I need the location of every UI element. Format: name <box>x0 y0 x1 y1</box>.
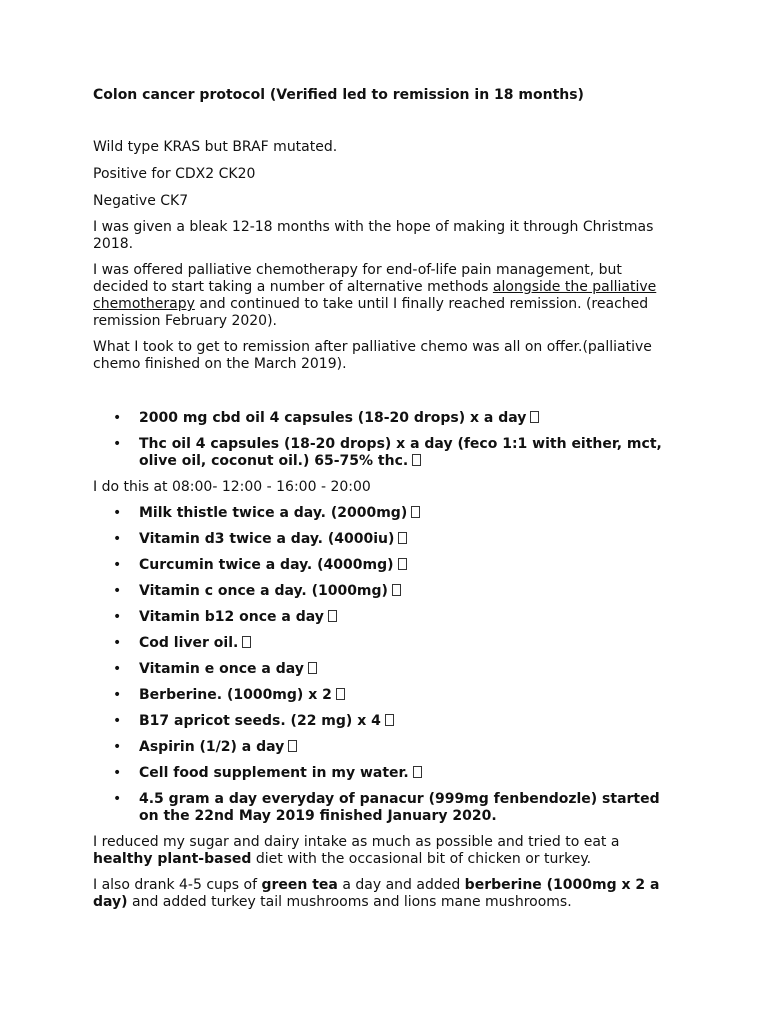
list-item <box>93 609 678 626</box>
list-item <box>93 661 678 678</box>
checkbox-glyph-icon <box>242 636 251 648</box>
list-item <box>93 713 678 730</box>
list-item-text: Curcumin twice a day. (4000mg) <box>139 557 394 573</box>
tea-text-3: and added turkey tail mushrooms and lions mane mushrooms. <box>127 894 572 910</box>
intro-line-positive: Positive for CDX2 CK20 <box>93 166 256 182</box>
diet-bold-text: healthy plant-based <box>93 851 252 867</box>
list-item-text: Thc oil 4 capsules (18-20 drops) x a day (feco 1:1 with either, mct, olive oil, coconut oil.) 65-75% thc. <box>139 436 662 469</box>
list-item <box>93 583 678 600</box>
chemo-paragraph <box>93 262 678 330</box>
oil-list <box>93 410 678 470</box>
intro-line-negative: Negative CK7 <box>93 193 189 209</box>
chemo-underlined-text: alongside the palliative chemotherapy <box>93 279 657 312</box>
checkbox-glyph-icon <box>308 662 317 674</box>
checkbox-glyph-icon <box>398 532 407 544</box>
list-item-text: Cell food supplement in my water. <box>139 765 409 781</box>
checkbox-glyph-icon <box>392 584 401 596</box>
chemo-text-1: I was offered palliative chemotherapy for end-of-life pain management, but decided to start taking a number of alternative methods <box>93 262 622 295</box>
checkbox-glyph-icon <box>530 411 539 423</box>
list-item <box>93 557 678 574</box>
checkbox-glyph-icon <box>328 610 337 622</box>
list-item <box>93 687 678 704</box>
chemo-text-2: and continued to take until I finally reached remission. (reached remission February 2020). <box>93 296 649 329</box>
document-page <box>93 86 678 911</box>
list-item-text: B17 apricot seeds. (22 mg) x 4 <box>139 713 381 729</box>
list-item-text: Vitamin e once a day <box>139 661 304 677</box>
document-title: Colon cancer protocol (Verified led to remission in 18 months) <box>93 87 584 103</box>
list-item <box>93 765 678 782</box>
tea-text-2: a day and added <box>337 877 465 893</box>
list-item <box>93 791 678 825</box>
list-item-text: 2000 mg cbd oil 4 capsules (18-20 drops) x a day <box>139 410 527 426</box>
list-item <box>93 505 678 522</box>
schedule-line: I do this at 08:00- 12:00 - 16:00 - 20:00 <box>93 479 371 495</box>
list-item-text: Berberine. (1000mg) x 2 <box>139 687 332 703</box>
list-item-text: Vitamin b12 once a day <box>139 609 324 625</box>
tea-bold-text-2: berberine (1000mg x 2 a day) <box>93 877 660 910</box>
tea-text-1: I also drank 4-5 cups of <box>93 877 262 893</box>
tea-bold-text-1: green tea <box>261 877 338 893</box>
list-item <box>93 635 678 652</box>
list-item <box>93 410 678 427</box>
list-item <box>93 436 678 470</box>
list-item-text: 4.5 gram a day everyday of panacur (999mg fenbendozle) started on the 22nd May 2019 finished January 2020. <box>139 791 660 824</box>
supplement-list <box>93 505 678 825</box>
intro-line-mutation: Wild type KRAS but BRAF mutated. <box>93 139 338 155</box>
list-item-text: Aspirin (1/2) a day <box>139 739 285 755</box>
prognosis-paragraph: I was given a bleak 12-18 months with the hope of making it through Christmas 2018. <box>93 219 654 252</box>
remission-intake-paragraph: What I took to get to remission after palliative chemo was all on offer.(palliative chemo finished on the March 2019). <box>93 339 652 372</box>
list-item-text: Vitamin c once a day. (1000mg) <box>139 583 388 599</box>
diet-paragraph <box>93 834 678 868</box>
list-item-text: Vitamin d3 twice a day. (4000iu) <box>139 531 395 547</box>
checkbox-glyph-icon <box>412 454 421 466</box>
list-item-text: Milk thistle twice a day. (2000mg) <box>139 505 408 521</box>
checkbox-glyph-icon <box>398 558 407 570</box>
list-item <box>93 531 678 548</box>
checkbox-glyph-icon <box>413 766 422 778</box>
list-item <box>93 739 678 756</box>
diet-text-2: diet with the occasional bit of chicken or turkey. <box>251 851 592 867</box>
checkbox-glyph-icon <box>336 688 345 700</box>
checkbox-glyph-icon <box>411 506 420 518</box>
tea-paragraph <box>93 877 678 911</box>
checkbox-glyph-icon <box>288 740 297 752</box>
diet-text-1: I reduced my sugar and dairy intake as much as possible and tried to eat a <box>93 834 620 850</box>
checkbox-glyph-icon <box>385 714 394 726</box>
list-item-text: Cod liver oil. <box>139 635 239 651</box>
